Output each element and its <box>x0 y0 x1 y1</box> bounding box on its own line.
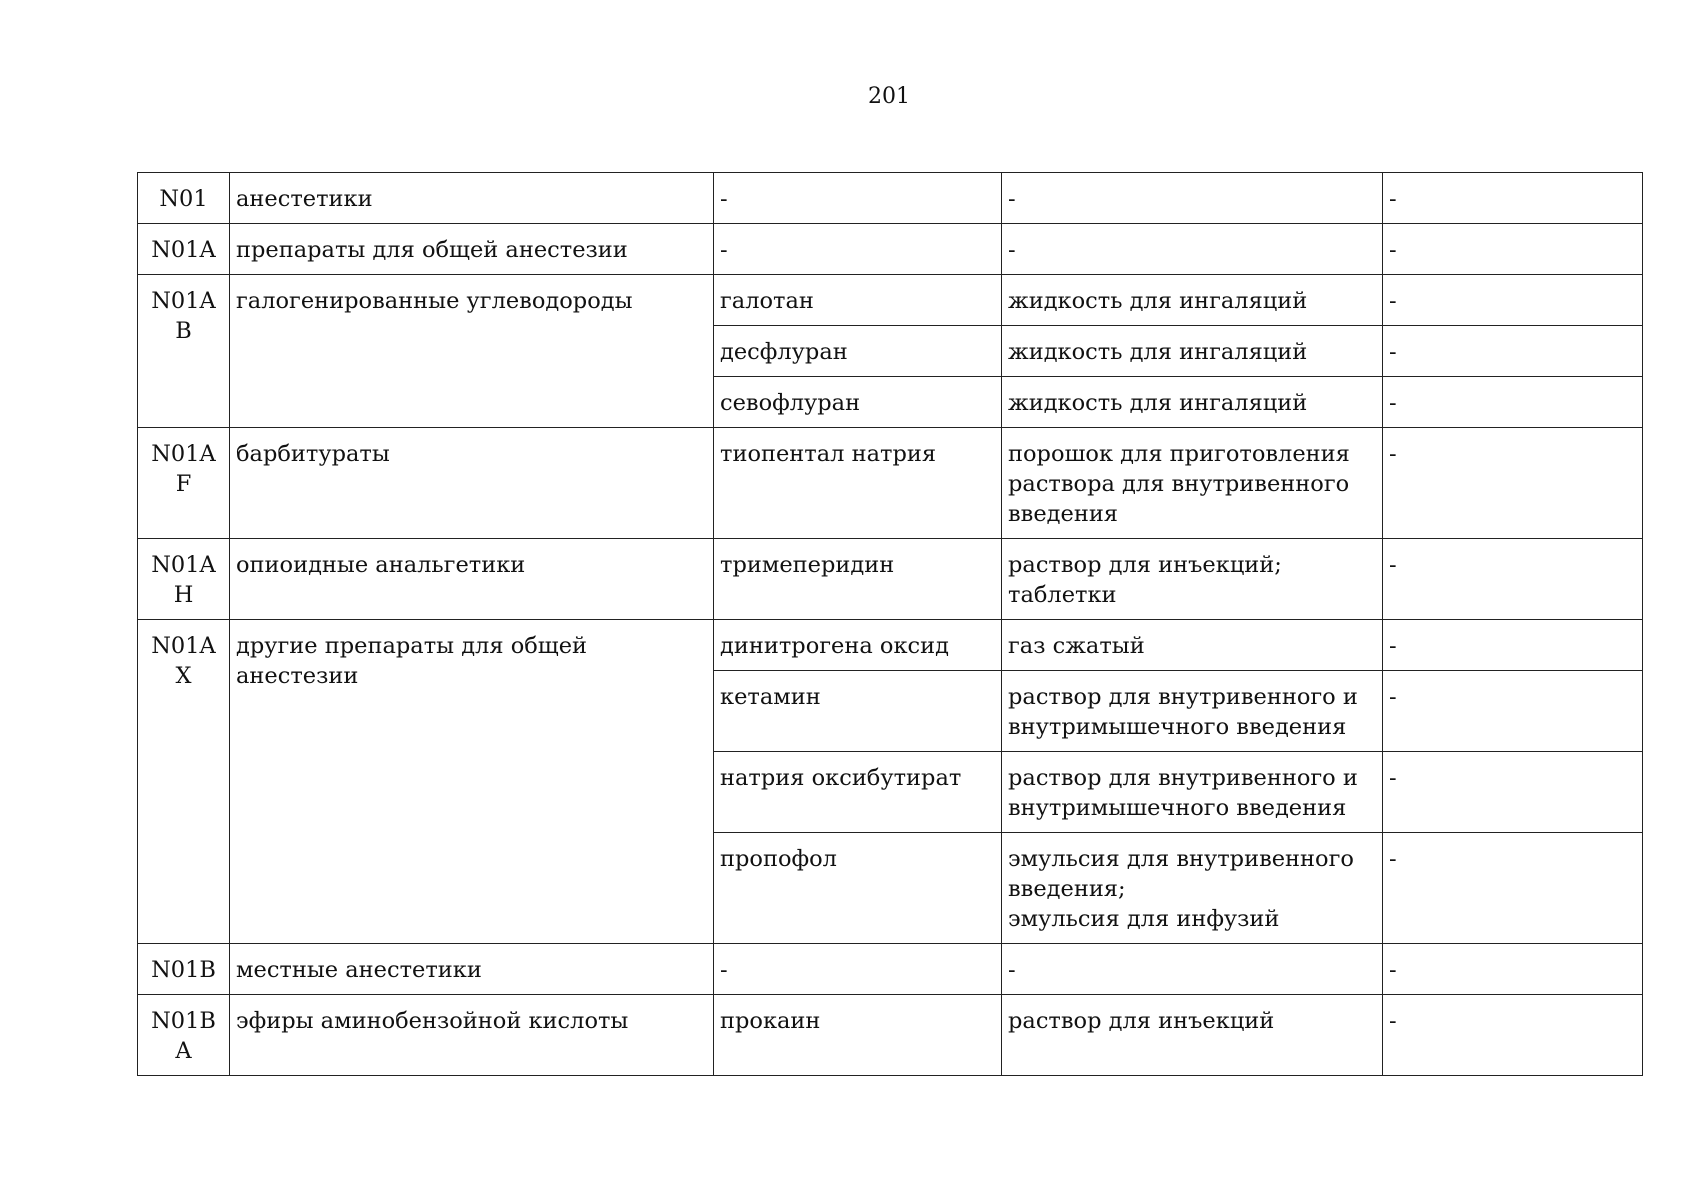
drug-name-cell: пропофол <box>714 833 1002 944</box>
group-name-cell: другие препараты для общей анестезии <box>230 620 714 944</box>
extra-cell: - <box>1383 428 1643 539</box>
drug-name-cell: тримеперидин <box>714 539 1002 620</box>
atc-code-cell: N01 <box>138 173 230 224</box>
table-row <box>138 428 1643 539</box>
group-name-cell: местные анестетики <box>230 944 714 995</box>
drug-name-cell: галотан <box>714 275 1002 326</box>
dosage-form-cell: эмульсия для внутривенного введения; эмульсия для инфузий <box>1002 833 1383 944</box>
drug-name-cell: прокаин <box>714 995 1002 1076</box>
group-name-cell: анестетики <box>230 173 714 224</box>
group-name-cell: барбитураты <box>230 428 714 539</box>
group-name-cell: галогенированные углеводороды <box>230 275 714 428</box>
drug-name-cell: - <box>714 224 1002 275</box>
page-number: 201 <box>868 84 910 109</box>
drug-name-cell: кетамин <box>714 671 1002 752</box>
table-body <box>138 173 1643 1076</box>
extra-cell: - <box>1383 995 1643 1076</box>
dosage-form-cell: раствор для внутривенного и внутримышечного введения <box>1002 752 1383 833</box>
group-name-cell: эфиры аминобензойной кислоты <box>230 995 714 1076</box>
dosage-form-cell: жидкость для ингаляций <box>1002 377 1383 428</box>
extra-cell: - <box>1383 752 1643 833</box>
extra-cell: - <box>1383 671 1643 752</box>
dosage-form-cell: порошок для приготовления раствора для внутривенного введения <box>1002 428 1383 539</box>
drug-name-cell: тиопентал натрия <box>714 428 1002 539</box>
group-name-cell: препараты для общей анестезии <box>230 224 714 275</box>
table-row <box>138 173 1643 224</box>
atc-code-cell: N01A H <box>138 539 230 620</box>
atc-code-cell: N01A F <box>138 428 230 539</box>
dosage-form-cell: - <box>1002 944 1383 995</box>
extra-cell: - <box>1383 173 1643 224</box>
dosage-form-cell: газ сжатый <box>1002 620 1383 671</box>
table-row <box>138 995 1643 1076</box>
atc-code-cell: N01B A <box>138 995 230 1076</box>
dosage-form-cell: раствор для инъекций <box>1002 995 1383 1076</box>
atc-code-cell: N01A <box>138 224 230 275</box>
table-row <box>138 275 1643 326</box>
extra-cell: - <box>1383 539 1643 620</box>
drug-name-cell: динитрогена оксид <box>714 620 1002 671</box>
atc-code-cell: N01A X <box>138 620 230 944</box>
drug-name-cell: - <box>714 944 1002 995</box>
table-row <box>138 224 1643 275</box>
table-row <box>138 944 1643 995</box>
group-name-cell: опиоидные анальгетики <box>230 539 714 620</box>
dosage-form-cell: - <box>1002 173 1383 224</box>
extra-cell: - <box>1383 326 1643 377</box>
extra-cell: - <box>1383 833 1643 944</box>
extra-cell: - <box>1383 275 1643 326</box>
extra-cell: - <box>1383 620 1643 671</box>
extra-cell: - <box>1383 944 1643 995</box>
dosage-form-cell: жидкость для ингаляций <box>1002 326 1383 377</box>
atc-code-cell: N01A B <box>138 275 230 428</box>
dosage-form-cell: раствор для инъекций; таблетки <box>1002 539 1383 620</box>
dosage-form-cell: жидкость для ингаляций <box>1002 275 1383 326</box>
drug-name-cell: десфлуран <box>714 326 1002 377</box>
table-row <box>138 620 1643 671</box>
dosage-form-cell: - <box>1002 224 1383 275</box>
drug-name-cell: натрия оксибутират <box>714 752 1002 833</box>
table-row <box>138 539 1643 620</box>
drug-name-cell: севофлуран <box>714 377 1002 428</box>
dosage-form-cell: раствор для внутривенного и внутримышечного введения <box>1002 671 1383 752</box>
atc-code-cell: N01B <box>138 944 230 995</box>
drug-table <box>137 172 1643 1076</box>
drug-name-cell: - <box>714 173 1002 224</box>
extra-cell: - <box>1383 377 1643 428</box>
extra-cell: - <box>1383 224 1643 275</box>
